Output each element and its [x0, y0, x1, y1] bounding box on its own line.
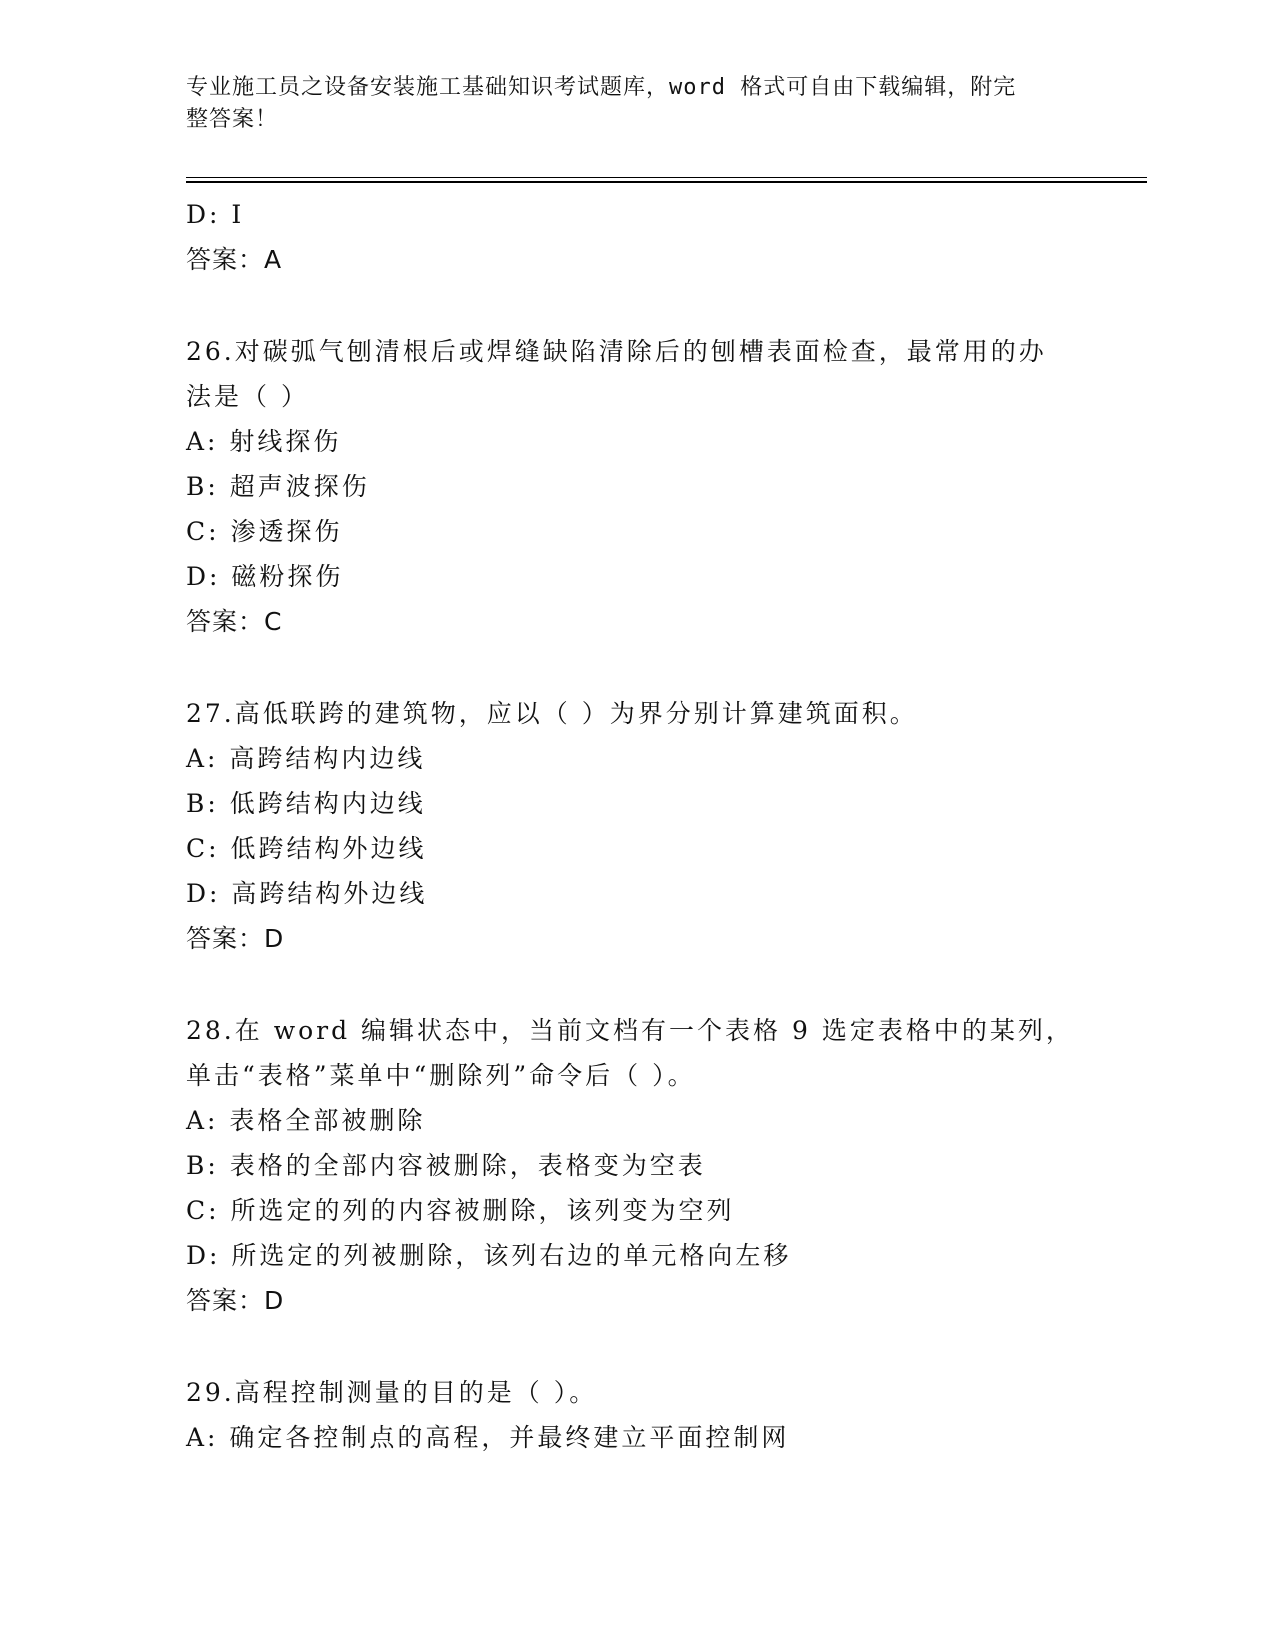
answer-line: 答案：D [186, 1286, 285, 1315]
option-a: A: 高跨结构内边线 [186, 744, 426, 773]
option-c: C: 渗透探伤 [186, 517, 343, 546]
header-line-2: 整答案！ [186, 107, 279, 132]
question-stem: 法是（ ） [186, 382, 309, 411]
option-a: A: 确定各控制点的高程，并最终建立平面控制网 [186, 1423, 790, 1452]
question-29 [186, 1370, 1086, 1460]
question-stem: 29.高程控制测量的目的是（ ）。 [186, 1378, 598, 1407]
answer-line: 答案：D [186, 924, 285, 953]
header-line-1: 专业施工员之设备安装施工基础知识考试题库，word 格式可自由下载编辑，附完 [186, 75, 1017, 100]
option-c: C: 低跨结构外边线 [186, 834, 427, 863]
answer-line: 答案：A [186, 245, 283, 274]
spacer [186, 644, 1086, 691]
option-d: D: I [186, 200, 245, 229]
option-b: B: 超声波探伤 [186, 472, 370, 501]
option-d: D: 高跨结构外边线 [186, 879, 428, 908]
question-stem: 26.对碳弧气刨清根后或焊缝缺陷清除后的刨槽表面检查，最常用的办 [186, 337, 1047, 366]
question-stem: 27.高低联跨的建筑物，应以（ ）为界分别计算建筑面积。 [186, 699, 918, 728]
header-divider-thick [186, 181, 1147, 183]
answer-line: 答案：C [186, 607, 283, 636]
option-b: B: 表格的全部内容被删除，表格变为空表 [186, 1151, 706, 1180]
option-d: D: 所选定的列被删除，该列右边的单元格向左移 [186, 1241, 792, 1270]
header-divider-thin [186, 177, 1147, 178]
question-26 [186, 329, 1086, 644]
question-28 [186, 1008, 1086, 1323]
option-b: B: 低跨结构内边线 [186, 789, 426, 818]
option-d: D: 磁粉探伤 [186, 562, 344, 591]
spacer [186, 1323, 1086, 1370]
question-list [186, 192, 1086, 1460]
option-a: A: 射线探伤 [186, 427, 342, 456]
question-stem: 单击“表格”菜单中“删除列”命令后（ ）。 [186, 1061, 696, 1090]
option-a: A: 表格全部被删除 [186, 1106, 426, 1135]
spacer [186, 961, 1086, 1008]
page-header [186, 72, 1066, 136]
spacer [186, 282, 1086, 329]
option-c: C: 所选定的列的内容被删除，该列变为空列 [186, 1196, 735, 1225]
question-stem: 28.在 word 编辑状态中，当前文档有一个表格 9 选定表格中的某列， [186, 1016, 1074, 1045]
question-27 [186, 691, 1086, 961]
